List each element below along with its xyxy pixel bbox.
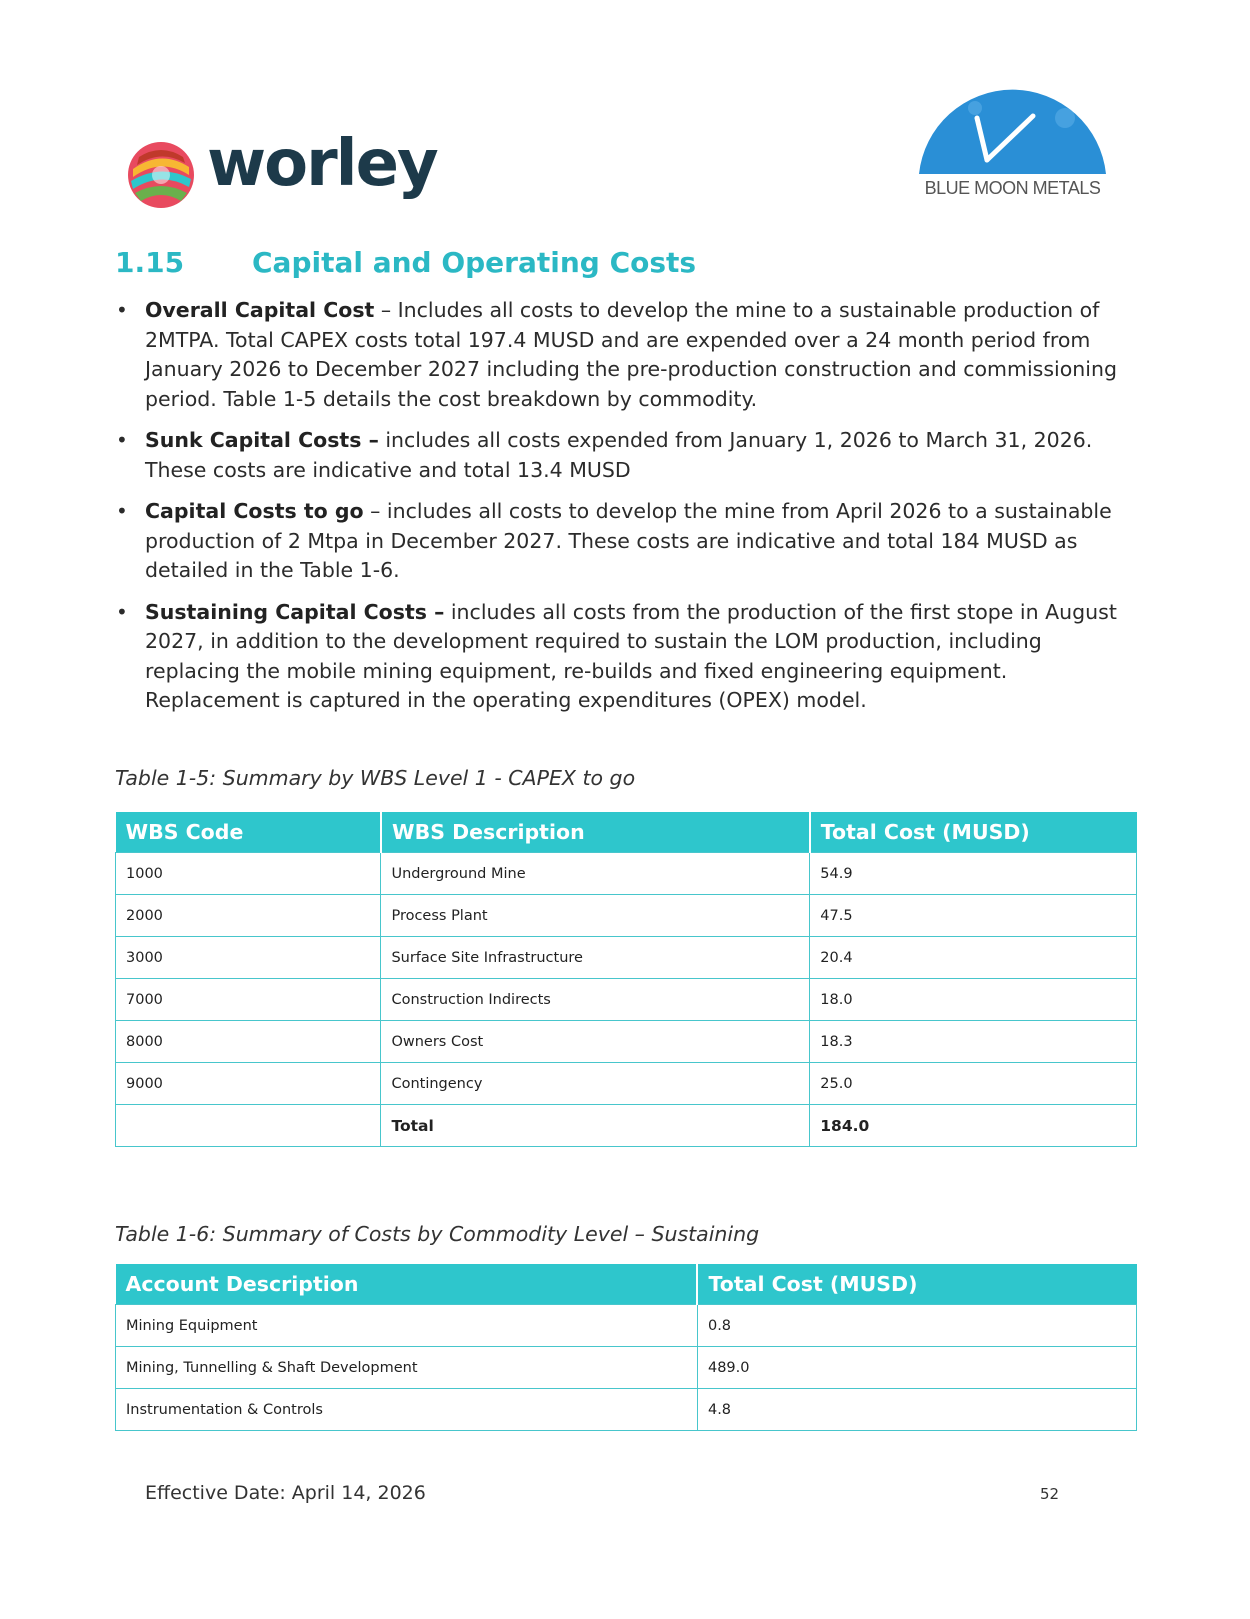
bullet-item [115,426,1135,485]
table-cell: Surface Site Infrastructure [381,937,810,979]
total-value: 184.0 [810,1105,1137,1147]
bullet-dot-icon: • [116,599,128,624]
section-number: 1.15 [115,246,185,279]
table-cell: 4.8 [697,1389,1136,1431]
capex-wbs-table [115,812,1137,1147]
table-cell: 8000 [116,1021,381,1063]
table2-caption: Table 1-6: Summary of Costs by Commodity Level – Sustaining [115,1222,760,1246]
table-cell: 9000 [116,1063,381,1105]
bullet-text: – Includes all costs to develop the mine to a sustainable production of 2MTPA. Total CAPEX costs total 197.4 MUSD and are expended over a 24 month period from January 2026 to December 2027 including the pre-production construction and commissioning period. Table 1-5 details the cost breakdown by commodity. [145,298,1117,411]
table-row [116,1021,1137,1063]
table-row [116,895,1137,937]
bullet-text: includes all costs from the production of the first stope in August 2027, in addition to the development required to sustain the LOM production, including replacing the mobile mining equipment, re-builds and fixed engineering equipment. Replacement is captured in the operating expenditures (OPEX) model. [145,599,1117,712]
blue-moon-metals-logo [915,78,1110,203]
table-cell: 2000 [116,895,381,937]
column-header: Account Description [116,1264,698,1305]
bullet-label: Sustaining Capital Costs – [145,599,445,624]
table-row [116,1389,1137,1431]
section-title: Capital and Operating Costs [252,246,697,279]
bullet-dot-icon: • [116,499,128,523]
bullet-label: Overall Capital Cost [145,298,375,322]
moon-clock-icon [915,78,1110,178]
table-cell [116,1105,381,1147]
table-cell: Process Plant [381,895,810,937]
worley-wordmark: worley [207,127,437,201]
worley-logo [125,127,445,217]
table-row [116,1347,1137,1389]
table-row [116,1063,1137,1105]
bullet-dot-icon: • [116,298,128,322]
table-cell: 20.4 [810,937,1137,979]
table-row [116,853,1137,895]
bullet-item [115,497,1135,586]
table-row [116,1305,1137,1347]
table-header-row [116,1264,1137,1305]
table-row [116,979,1137,1021]
table-cell: 54.9 [810,853,1137,895]
total-label: Total [381,1105,810,1147]
bullet-dot-icon: • [116,428,128,452]
column-header: WBS Code [116,812,381,853]
bullet-item [115,296,1135,414]
table-total-row [116,1105,1137,1147]
bullet-item [115,598,1135,716]
table-cell: 18.3 [810,1021,1137,1063]
table1-caption: Table 1-5: Summary by WBS Level 1 - CAPEX to go [115,766,636,790]
bullet-text: – includes all costs to develop the mine from April 2026 to a sustainable production of 2 Mtpa in December 2027. These costs are indicative and total 184 MUSD as detailed in the Table 1-6. [145,499,1112,582]
table-cell: 18.0 [810,979,1137,1021]
bullet-text: includes all costs expended from January 1, 2026 to March 31, 2026. These costs are indicative and total 13.4 MUSD [145,428,1093,482]
sustaining-cost-table [115,1264,1137,1431]
table-cell: 489.0 [697,1347,1136,1389]
table-cell: Owners Cost [381,1021,810,1063]
table-cell: Underground Mine [381,853,810,895]
column-header: Total Cost (MUSD) [697,1264,1136,1305]
table-cell: 1000 [116,853,381,895]
page-number: 52 [1040,1485,1060,1503]
table-header-row [116,812,1137,853]
section-heading [115,246,696,279]
effective-date: Effective Date: April 14, 2026 [145,1482,426,1504]
column-header: WBS Description [381,812,810,853]
table-cell: 7000 [116,979,381,1021]
worley-swirl-icon [125,139,197,211]
table-cell: Instrumentation & Controls [116,1389,698,1431]
bullet-label: Sunk Capital Costs – [145,428,379,452]
table-cell: Contingency [381,1063,810,1105]
table-cell: 25.0 [810,1063,1137,1105]
table-cell: 0.8 [697,1305,1136,1347]
table-cell: Mining Equipment [116,1305,698,1347]
table-cell: Mining, Tunnelling & Shaft Development [116,1347,698,1389]
bullet-label: Capital Costs to go [145,499,364,523]
blue-moon-wordmark: BLUE MOON METALS [924,178,1101,198]
column-header: Total Cost (MUSD) [810,812,1137,853]
bullet-list [115,296,1135,728]
table-cell: Construction Indirects [381,979,810,1021]
table-cell: 3000 [116,937,381,979]
table-cell: 47.5 [810,895,1137,937]
table-row [116,937,1137,979]
